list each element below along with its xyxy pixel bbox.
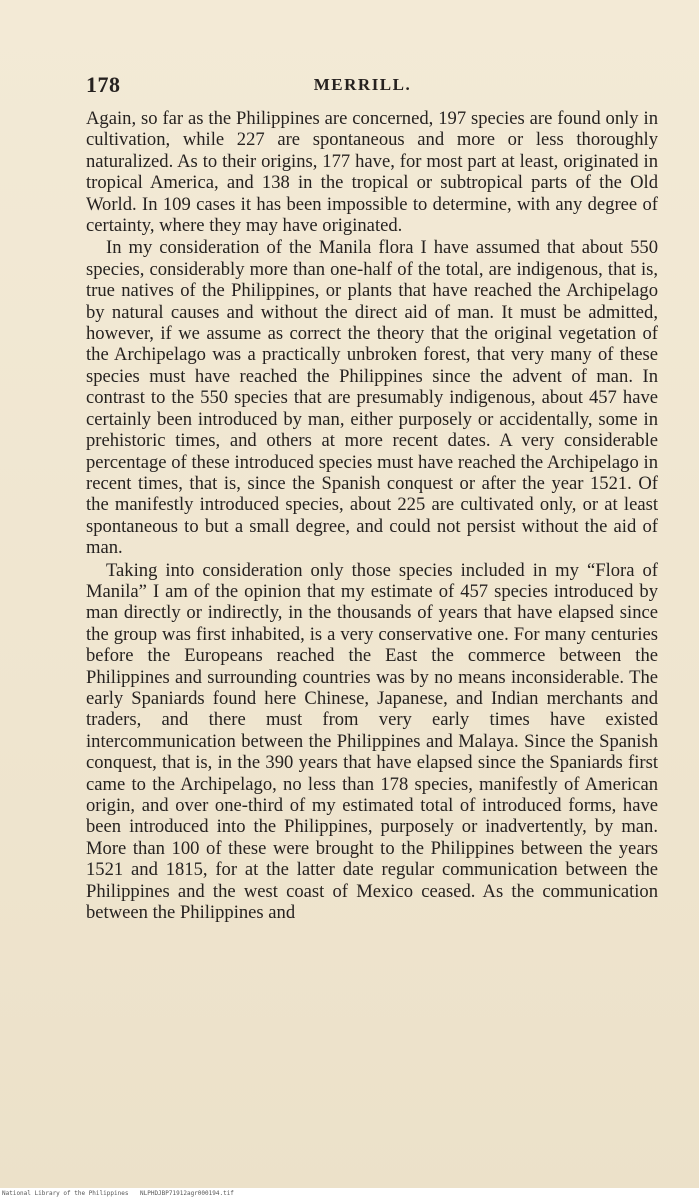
scan-footer <box>0 1188 699 1200</box>
paragraph-1: Again, so far as the Philippines are concerned, 197 species are found only in cultivation, while 227 are spontaneous and more or less thoroughly naturalized. As to their origins, 177 have, for most part at least, originated in tropical America, and 138 in the tropical or subtropical parts of the Old World. In 109 cases it has been impossible to determine, with any degree of certainty, where they may have originated. <box>86 108 658 237</box>
paragraph-2: In my consideration of the Manila flora I have assumed that about 550 species, considerably more than one-half of the total, are indigenous, that is, true natives of the Philippines, or plants that have reached the Archipelago by natural causes and without the direct aid of man. It must be admitted, however, if we assume as correct the theory that the original vegetation of the Archipelago was a practically unbroken forest, that very many of these species must have reached the Philippines since the advent of man. In contrast to the 550 species that are presumably indigenous, about 457 have certainly been introduced by man, either purposely or accidentally, some in prehistoric times, and others at more recent dates. A very considerable percentage of these introduced species must have reached the Archipelago in recent times, that is, since the Spanish conquest or after the year 1521. Of the manifestly introduced species, about 225 are cultivated only, or at least spontaneous to but a small degree, and could not persist without the aid of man. <box>86 237 658 559</box>
scan-file-id: NLPHDJBP71912agr000194.tif <box>140 1190 234 1197</box>
page-header <box>86 72 639 100</box>
library-credit: National Library of the Philippines <box>2 1190 129 1197</box>
body-text <box>86 108 658 923</box>
paragraph-3: Taking into consideration only those species included in my “Flora of Manila” I am of the opinion that my estimate of 457 species introduced by man directly or indirectly, in the thousands of years that have elapsed since the group was first inhabited, is a very conservative one. For many centuries before the Europeans reached the East the commerce between the Philippines and surrounding countries was by no means inconsiderable. The early Spaniards found here Chinese, Japanese, and Indian merchants and traders, and there must from very early times have existed intercommunication between the Philippines and Malaya. Since the Spanish conquest, that is, in the 390 years that have elapsed since the Spaniards first came to the Archipelago, no less than 178 species, manifestly of American origin, and over one-third of my estimated total of introduced forms, have been introduced into the Philippines, purposely or inadvertently, by man. More than 100 of these were brought to the Philippines between the years 1521 and 1815, for at the latter date regular communication between the Philippines and the west coast of Mexico ceased. As the communication between the Philippines and <box>86 559 658 924</box>
running-head: MERRILL. <box>313 75 412 94</box>
page-number: 178 <box>86 72 121 97</box>
